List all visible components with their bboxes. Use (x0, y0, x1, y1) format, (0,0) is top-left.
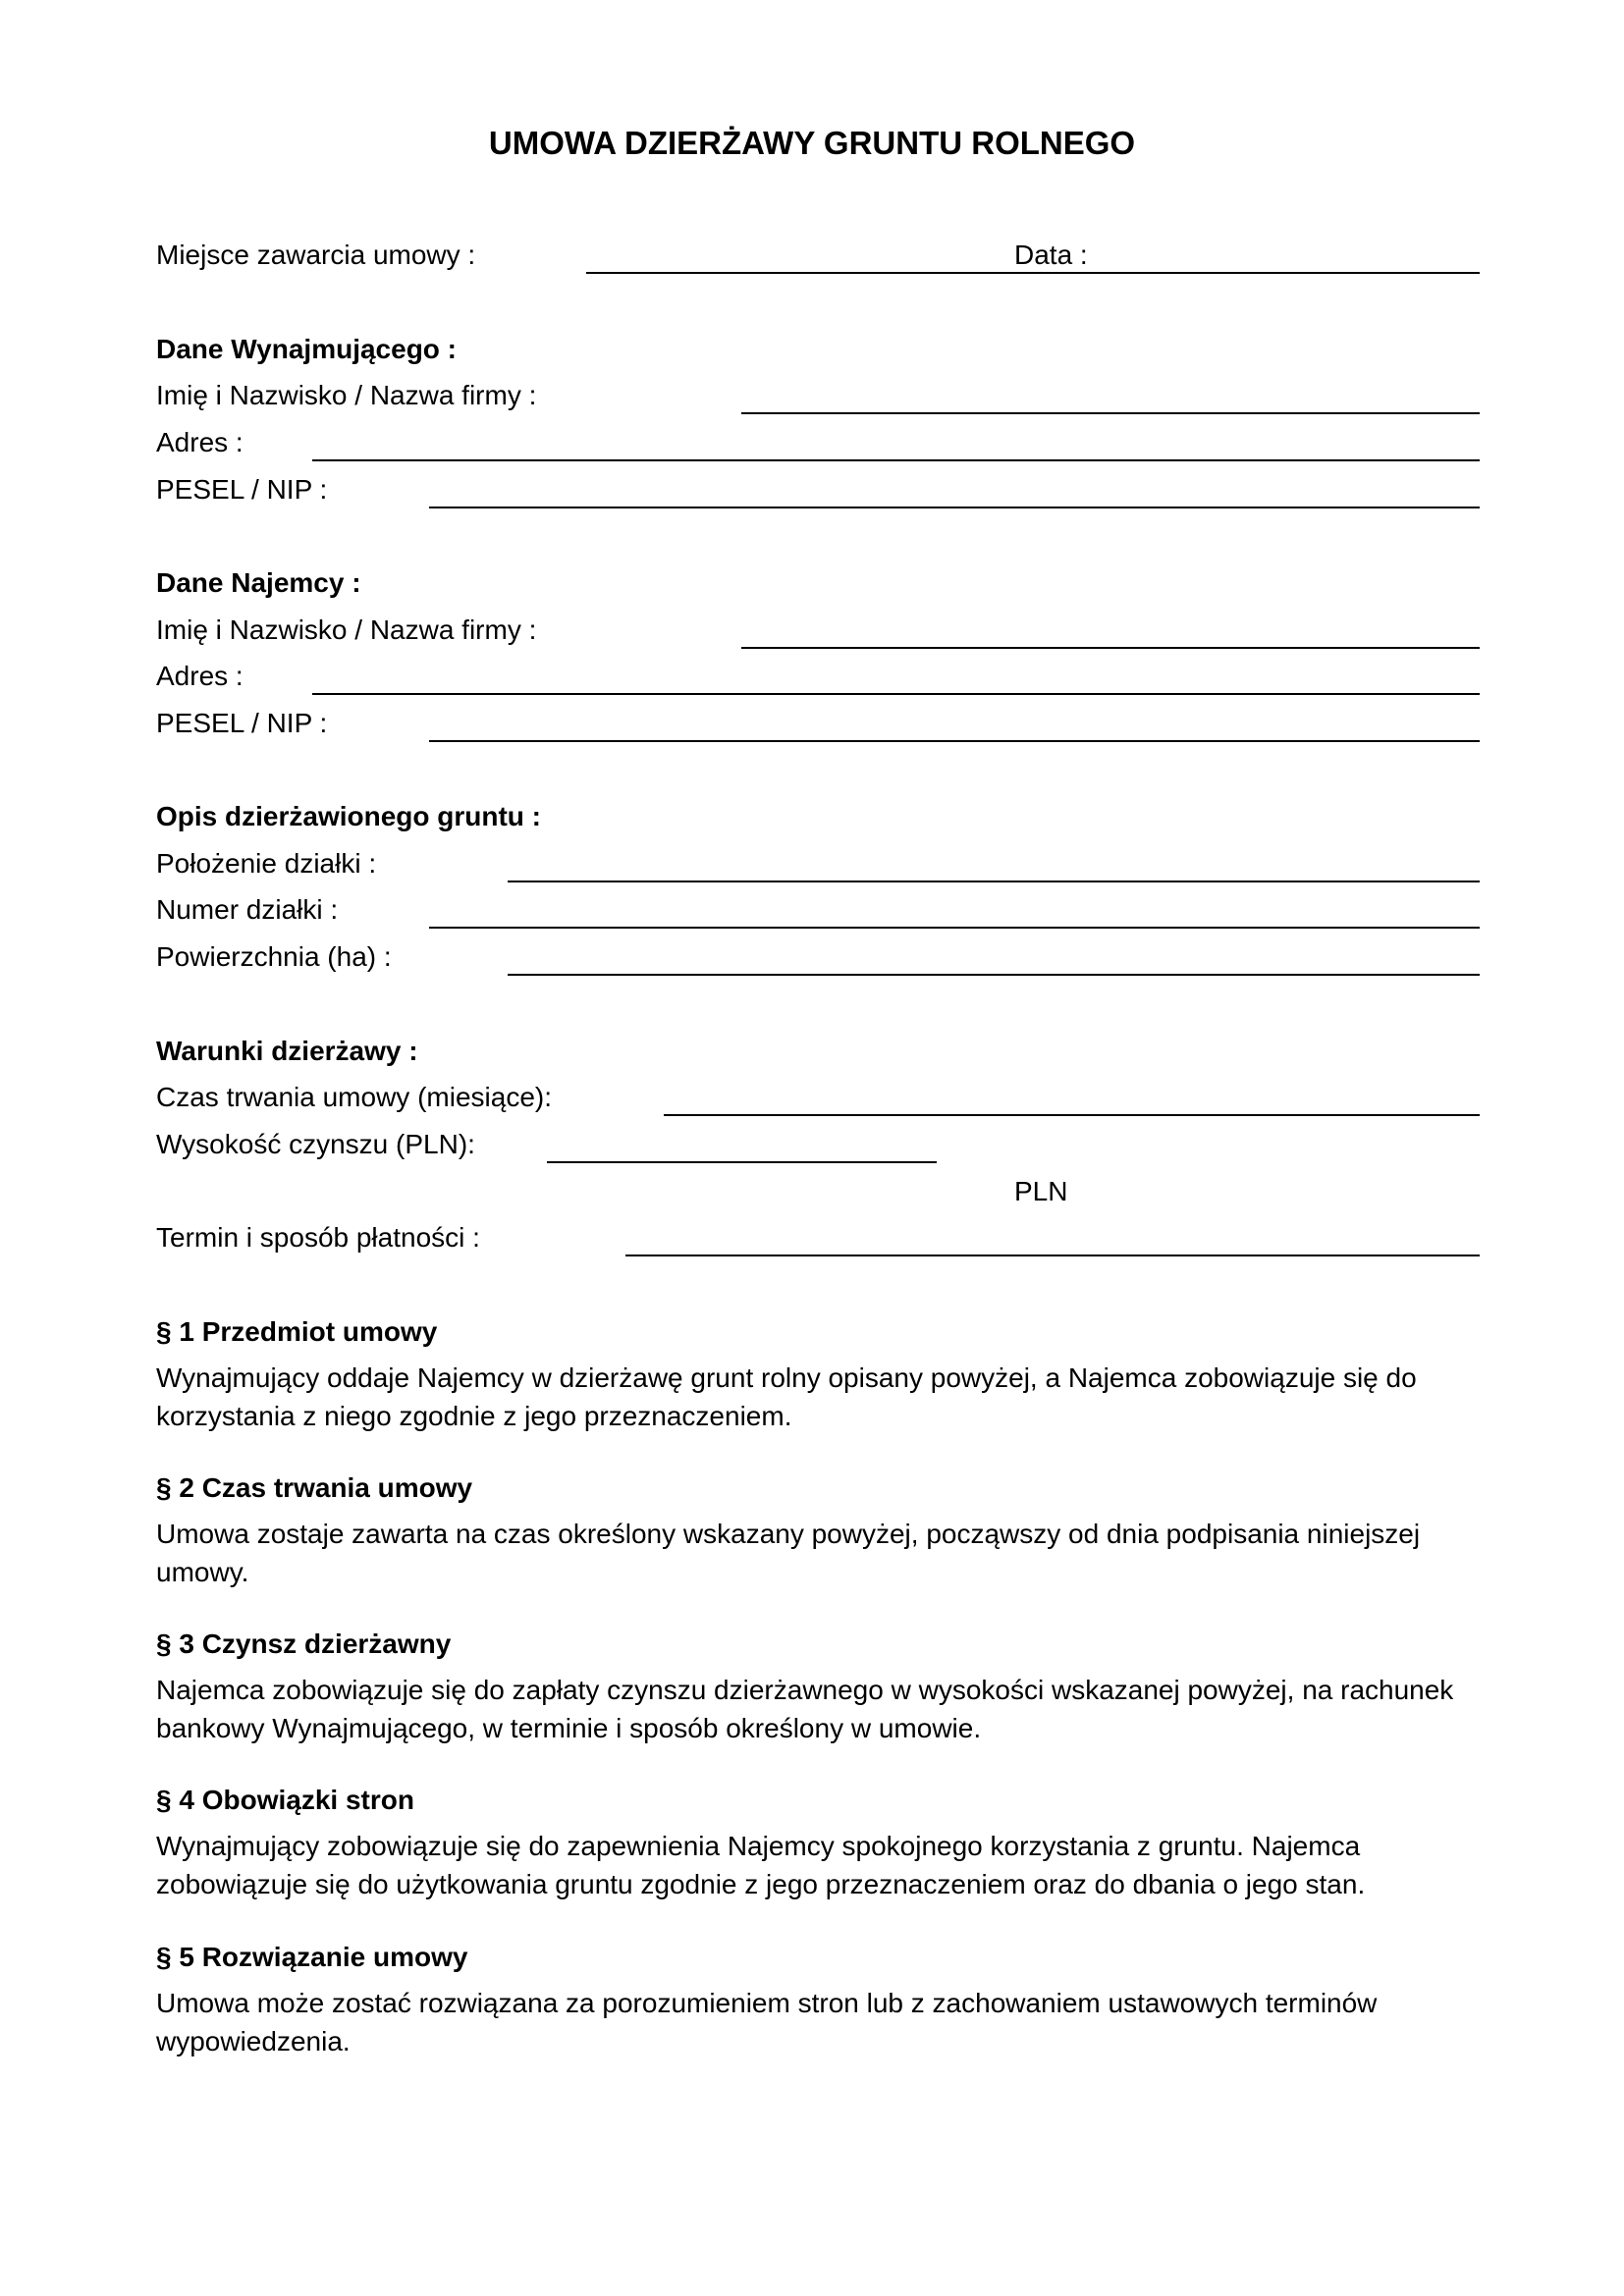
landlord-id-label: PESEL / NIP : (156, 474, 328, 505)
land-location-label: Położenie działki : (156, 848, 377, 879)
landlord-id-field[interactable] (429, 507, 1480, 508)
section-4-heading: § 4 Obowiązki stron (156, 1785, 414, 1815)
tenant-address-label: Adres : (156, 661, 244, 691)
landlord-name-label: Imię i Nazwisko / Nazwa firmy : (156, 380, 537, 410)
tenant-name-label: Imię i Nazwisko / Nazwa firmy : (156, 614, 537, 645)
landlord-name-field[interactable] (741, 412, 1480, 414)
land-area-field[interactable] (508, 974, 1480, 976)
section-5-text: Umowa może zostać rozwiązana za porozumieniem stron lub z zachowaniem ustawowych terminów wypowiedzenia. (156, 1988, 1378, 2056)
tenant-id-field[interactable] (429, 740, 1480, 742)
rent-unit: PLN (1014, 1176, 1068, 1206)
land-heading: Opis dzierżawionego gruntu : (156, 801, 541, 831)
landlord-address-label: Adres : (156, 427, 244, 457)
duration-field[interactable] (664, 1114, 1480, 1116)
tenant-heading: Dane Najemcy : (156, 567, 361, 598)
section-3-text: Najemca zobowiązuje się do zapłaty czynszu dzierżawnego w wysokości wskazanej powyżej, na rachunek bankowy Wynajmującego, w terminie i sposób określony w umowie. (156, 1675, 1454, 1743)
section-3-heading: § 3 Czynsz dzierżawny (156, 1629, 452, 1659)
section-4-text: Wynajmujący zobowiązuje się do zapewnienia Najemcy spokojnego korzystania z gruntu. Najemca zobowiązuje się do użytkowania gruntu zgodnie z jego przeznaczeniem oraz do dbania o jego stan. (156, 1831, 1366, 1899)
land-area-label: Powierzchnia (ha) : (156, 941, 392, 972)
land-number-field[interactable] (429, 927, 1480, 929)
duration-label: Czas trwania umowy (miesiące): (156, 1082, 552, 1112)
date-label: Data : (1014, 240, 1088, 270)
landlord-heading: Dane Wynajmującego : (156, 334, 458, 364)
terms-heading: Warunki dzierżawy : (156, 1036, 418, 1066)
place-label: Miejsce zawarcia umowy : (156, 240, 476, 270)
rent-label: Wysokość czynszu (PLN): (156, 1129, 475, 1159)
section-5-heading: § 5 Rozwiązanie umowy (156, 1942, 468, 1972)
document-title: UMOWA DZIERŻAWY GRUNTU ROLNEGO (488, 125, 1136, 161)
tenant-name-field[interactable] (741, 647, 1480, 649)
place-field[interactable] (586, 272, 1480, 274)
tenant-address-field[interactable] (312, 693, 1480, 695)
section-1-text: Wynajmujący oddaje Najemcy w dzierżawę grunt rolny opisany powyżej, a Najemca zobowiązuje się do korzystania z niego zgodnie z jego przeznaczeniem. (156, 1362, 1417, 1431)
section-1-heading: § 1 Przedmiot umowy (156, 1316, 438, 1347)
land-location-field[interactable] (508, 881, 1480, 882)
payment-label: Termin i sposób płatności : (156, 1222, 480, 1253)
tenant-id-label: PESEL / NIP : (156, 708, 328, 738)
section-2-heading: § 2 Czas trwania umowy (156, 1472, 473, 1503)
payment-field[interactable] (625, 1255, 1480, 1256)
landlord-address-field[interactable] (312, 459, 1480, 461)
land-number-label: Numer działki : (156, 894, 339, 925)
section-2-text: Umowa zostaje zawarta na czas określony wskazany powyżej, począwszy od dnia podpisania niniejszej umowy. (156, 1519, 1421, 1587)
rent-field[interactable] (547, 1161, 937, 1163)
